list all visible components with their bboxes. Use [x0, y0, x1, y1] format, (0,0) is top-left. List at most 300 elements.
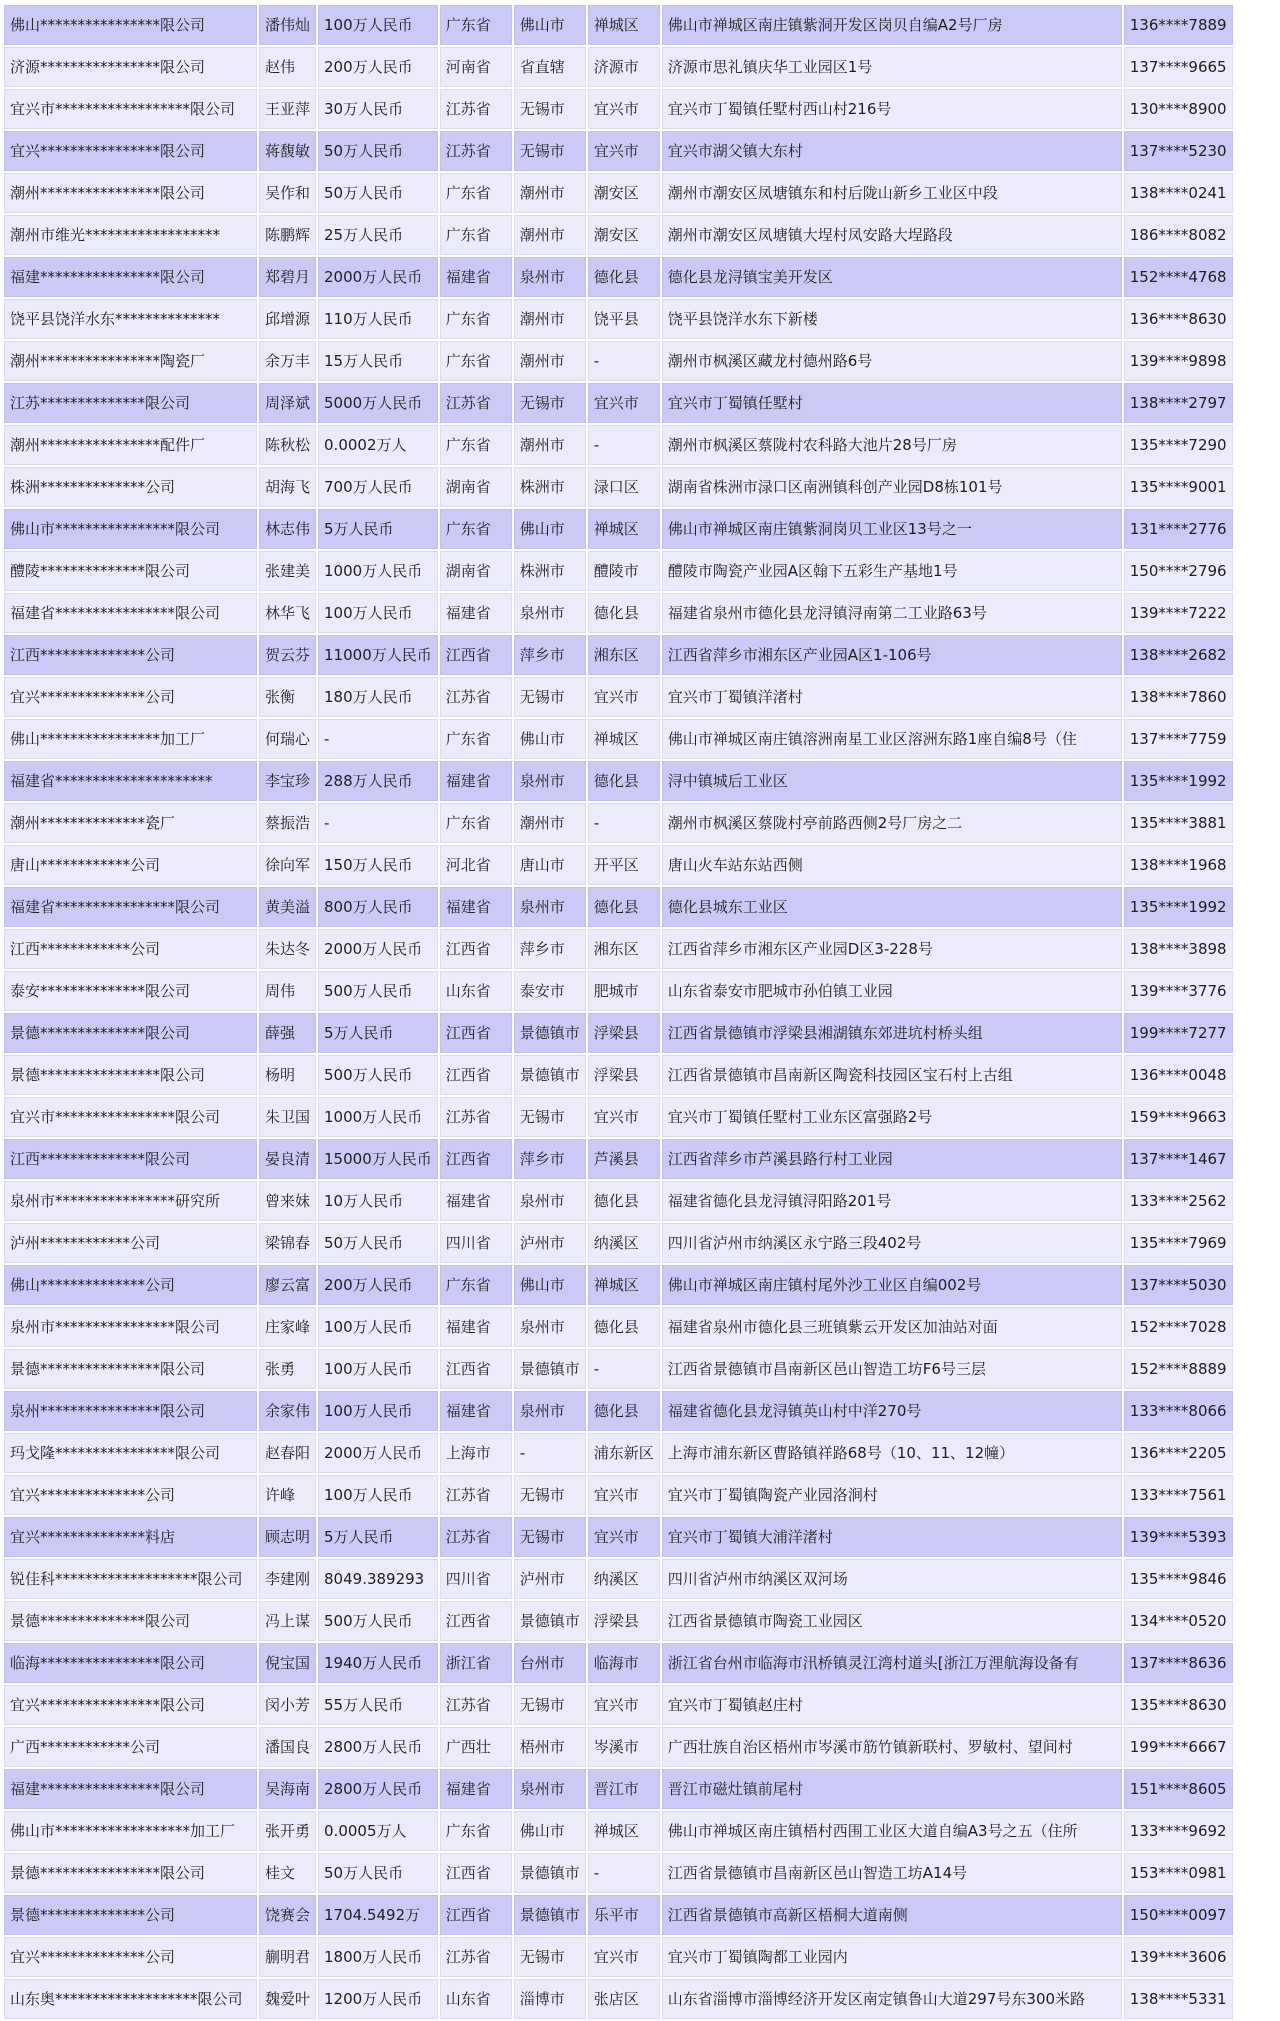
phone-cell: 133****7561: [1124, 1475, 1233, 1515]
company-name-cell: 佛山市****************限公司: [4, 509, 257, 549]
province-cell: 浙江省: [440, 1643, 512, 1683]
phone-cell: 139****3606: [1124, 1937, 1233, 1977]
phone-cell: 133****9692: [1124, 1811, 1233, 1851]
address-cell: 醴陵市陶瓷产业园A区翰下五彩生产基地1号: [662, 551, 1122, 591]
company-name-cell: 宜兴**************公司: [4, 1475, 257, 1515]
phone-cell: 152****8889: [1124, 1349, 1233, 1389]
table-row: [4, 1097, 1233, 1137]
address-cell: 福建省泉州市德化县三班镇紫云开发区加油站对面: [662, 1307, 1122, 1347]
province-cell: 江西省: [440, 929, 512, 969]
city-cell: 台州市: [514, 1643, 586, 1683]
phone-cell: 138****2682: [1124, 635, 1233, 675]
phone-cell: 131****2776: [1124, 509, 1233, 549]
city-cell: 泉州市: [514, 1391, 586, 1431]
registered-capital-cell: 50万人民币: [318, 173, 438, 213]
company-name-cell: 泉州市****************限公司: [4, 1307, 257, 1347]
phone-cell: 136****2205: [1124, 1433, 1233, 1473]
registered-capital-cell: 500万人民币: [318, 971, 438, 1011]
city-cell: 无锡市: [514, 131, 586, 171]
legal-person-cell: 郑碧月: [259, 257, 316, 297]
company-name-cell: 江西**************公司: [4, 635, 257, 675]
legal-person-cell: 梁锦春: [259, 1223, 316, 1263]
legal-person-cell: 贺云芬: [259, 635, 316, 675]
legal-person-cell: 陈鹏辉: [259, 215, 316, 255]
registered-capital-cell: 0.0005万人: [318, 1811, 438, 1851]
address-cell: 宜兴市丁蜀镇任墅村工业东区富强路2号: [662, 1097, 1122, 1137]
city-cell: 泉州市: [514, 1181, 586, 1221]
province-cell: 广东省: [440, 341, 512, 381]
registered-capital-cell: 2800万人民币: [318, 1769, 438, 1809]
registered-capital-cell: 100万人民币: [318, 1349, 438, 1389]
province-cell: 广东省: [440, 425, 512, 465]
province-cell: 河南省: [440, 47, 512, 87]
phone-cell: 139****7222: [1124, 593, 1233, 633]
province-cell: 山东省: [440, 1979, 512, 2019]
legal-person-cell: 周泽斌: [259, 383, 316, 423]
table-row: [4, 803, 1233, 843]
district-cell: 宜兴市: [588, 383, 660, 423]
table-row: [4, 1685, 1233, 1725]
address-cell: 济源市思礼镇庆华工业园区1号: [662, 47, 1122, 87]
company-name-cell: 株洲**************公司: [4, 467, 257, 507]
legal-person-cell: 朱达冬: [259, 929, 316, 969]
city-cell: 无锡市: [514, 1685, 586, 1725]
district-cell: 禅城区: [588, 5, 660, 45]
registered-capital-cell: 110万人民币: [318, 299, 438, 339]
company-name-cell: 景德****************限公司: [4, 1055, 257, 1095]
table-row: [4, 971, 1233, 1011]
province-cell: 广东省: [440, 173, 512, 213]
address-cell: 宜兴市丁蜀镇大浦洋渚村: [662, 1517, 1122, 1557]
phone-cell: 138****5331: [1124, 1979, 1233, 2019]
registered-capital-cell: 0.0002万人: [318, 425, 438, 465]
phone-cell: 130****8900: [1124, 89, 1233, 129]
province-cell: 广东省: [440, 509, 512, 549]
legal-person-cell: 吴作和: [259, 173, 316, 213]
phone-cell: 133****2562: [1124, 1181, 1233, 1221]
table-row: [4, 215, 1233, 255]
company-name-cell: 宜兴****************限公司: [4, 1685, 257, 1725]
registered-capital-cell: 1940万人民币: [318, 1643, 438, 1683]
registered-capital-cell: 30万人民币: [318, 89, 438, 129]
district-cell: 肥城市: [588, 971, 660, 1011]
table-row: [4, 593, 1233, 633]
table-row: [4, 1643, 1233, 1683]
province-cell: 四川省: [440, 1559, 512, 1599]
phone-cell: 133****8066: [1124, 1391, 1233, 1431]
address-cell: 潮州市潮安区凤塘镇东和村后陇山新乡工业区中段: [662, 173, 1122, 213]
phone-cell: 135****9846: [1124, 1559, 1233, 1599]
address-cell: 广西壮族自治区梧州市岑溪市筋竹镇新联村、罗敏村、望间村: [662, 1727, 1122, 1767]
registered-capital-cell: -: [318, 803, 438, 843]
legal-person-cell: 黄美溢: [259, 887, 316, 927]
province-cell: 福建省: [440, 887, 512, 927]
district-cell: 禅城区: [588, 1811, 660, 1851]
city-cell: 佛山市: [514, 5, 586, 45]
phone-cell: 135****7290: [1124, 425, 1233, 465]
registered-capital-cell: 100万人民币: [318, 1391, 438, 1431]
company-name-cell: 宜兴**************公司: [4, 1937, 257, 1977]
registered-capital-cell: -: [318, 719, 438, 759]
district-cell: 纳溪区: [588, 1559, 660, 1599]
city-cell: 佛山市: [514, 719, 586, 759]
legal-person-cell: 曾来妹: [259, 1181, 316, 1221]
phone-cell: 199****7277: [1124, 1013, 1233, 1053]
province-cell: 山东省: [440, 971, 512, 1011]
address-cell: 宜兴市丁蜀镇陶都工业园内: [662, 1937, 1122, 1977]
legal-person-cell: 赵伟: [259, 47, 316, 87]
phone-cell: 137****9665: [1124, 47, 1233, 87]
company-name-cell: 锐佳科*******************限公司: [4, 1559, 257, 1599]
registered-capital-cell: 150万人民币: [318, 845, 438, 885]
phone-cell: 186****8082: [1124, 215, 1233, 255]
address-cell: 宜兴市丁蜀镇任墅村: [662, 383, 1122, 423]
phone-cell: 138****1968: [1124, 845, 1233, 885]
district-cell: 宜兴市: [588, 1097, 660, 1137]
district-cell: 开平区: [588, 845, 660, 885]
registered-capital-cell: 50万人民币: [318, 1853, 438, 1893]
company-name-cell: 佛山**************公司: [4, 1265, 257, 1305]
province-cell: 江苏省: [440, 1685, 512, 1725]
phone-cell: 159****9663: [1124, 1097, 1233, 1137]
district-cell: 张店区: [588, 1979, 660, 2019]
table-row: [4, 1601, 1233, 1641]
district-cell: -: [588, 1853, 660, 1893]
province-cell: 福建省: [440, 1307, 512, 1347]
address-cell: 福建省德化县龙浔镇英山村中洋270号: [662, 1391, 1122, 1431]
legal-person-cell: 顾志明: [259, 1517, 316, 1557]
province-cell: 广东省: [440, 1811, 512, 1851]
registered-capital-cell: 25万人民币: [318, 215, 438, 255]
phone-cell: 152****4768: [1124, 257, 1233, 297]
province-cell: 江西省: [440, 1601, 512, 1641]
address-cell: 晋江市磁灶镇前尾村: [662, 1769, 1122, 1809]
province-cell: 广东省: [440, 1265, 512, 1305]
province-cell: 福建省: [440, 1769, 512, 1809]
company-name-cell: 唐山************公司: [4, 845, 257, 885]
address-cell: 宜兴市丁蜀镇洋渚村: [662, 677, 1122, 717]
province-cell: 江苏省: [440, 677, 512, 717]
province-cell: 江西省: [440, 1055, 512, 1095]
address-cell: 宜兴市丁蜀镇任墅村西山村216号: [662, 89, 1122, 129]
legal-person-cell: 冯上谋: [259, 1601, 316, 1641]
company-name-cell: 潮州**************瓷厂: [4, 803, 257, 843]
province-cell: 河北省: [440, 845, 512, 885]
company-name-cell: 泰安**************限公司: [4, 971, 257, 1011]
company-name-cell: 玛戈隆****************限公司: [4, 1433, 257, 1473]
address-cell: 江西省景德镇市昌南新区邑山智造工坊A14号: [662, 1853, 1122, 1893]
address-cell: 湖南省株洲市渌口区南洲镇科创产业园D8栋101号: [662, 467, 1122, 507]
registered-capital-cell: 200万人民币: [318, 47, 438, 87]
table-row: [4, 1517, 1233, 1557]
city-cell: 无锡市: [514, 1097, 586, 1137]
district-cell: 宜兴市: [588, 1475, 660, 1515]
table-row: [4, 383, 1233, 423]
district-cell: 德化县: [588, 257, 660, 297]
district-cell: 湘东区: [588, 929, 660, 969]
registered-capital-cell: 200万人民币: [318, 1265, 438, 1305]
registered-capital-cell: 180万人民币: [318, 677, 438, 717]
district-cell: 饶平县: [588, 299, 660, 339]
district-cell: 乐平市: [588, 1895, 660, 1935]
district-cell: 浮梁县: [588, 1601, 660, 1641]
legal-person-cell: 赵春阳: [259, 1433, 316, 1473]
phone-cell: 135****7969: [1124, 1223, 1233, 1263]
phone-cell: 136****0048: [1124, 1055, 1233, 1095]
city-cell: 无锡市: [514, 1937, 586, 1977]
phone-cell: 135****9001: [1124, 467, 1233, 507]
company-name-cell: 景德**************公司: [4, 1895, 257, 1935]
table-row: [4, 1559, 1233, 1599]
city-cell: 佛山市: [514, 1265, 586, 1305]
city-cell: 潮州市: [514, 803, 586, 843]
table-row: [4, 635, 1233, 675]
legal-person-cell: 林华飞: [259, 593, 316, 633]
phone-cell: 137****8636: [1124, 1643, 1233, 1683]
district-cell: 德化县: [588, 1181, 660, 1221]
legal-person-cell: 潘国良: [259, 1727, 316, 1767]
district-cell: 宜兴市: [588, 1517, 660, 1557]
district-cell: -: [588, 1349, 660, 1389]
province-cell: 福建省: [440, 257, 512, 297]
district-cell: -: [588, 425, 660, 465]
table-row: [4, 929, 1233, 969]
phone-cell: 135****8630: [1124, 1685, 1233, 1725]
city-cell: 泸州市: [514, 1223, 586, 1263]
phone-cell: 199****6667: [1124, 1727, 1233, 1767]
table-row: [4, 719, 1233, 759]
city-cell: 潮州市: [514, 425, 586, 465]
district-cell: 岑溪市: [588, 1727, 660, 1767]
company-name-cell: 佛山****************加工厂: [4, 719, 257, 759]
city-cell: 潮州市: [514, 299, 586, 339]
phone-cell: 139****9898: [1124, 341, 1233, 381]
legal-person-cell: 蔡振浩: [259, 803, 316, 843]
district-cell: 潮安区: [588, 173, 660, 213]
registered-capital-cell: 2800万人民币: [318, 1727, 438, 1767]
phone-cell: 150****2796: [1124, 551, 1233, 591]
address-cell: 江西省萍乡市芦溪县路行村工业园: [662, 1139, 1122, 1179]
province-cell: 广东省: [440, 803, 512, 843]
address-cell: 江西省萍乡市湘东区产业园A区1-106号: [662, 635, 1122, 675]
district-cell: 禅城区: [588, 1265, 660, 1305]
legal-person-cell: 余家伟: [259, 1391, 316, 1431]
district-cell: 德化县: [588, 593, 660, 633]
district-cell: 宜兴市: [588, 131, 660, 171]
table-row: [4, 1769, 1233, 1809]
registered-capital-cell: 100万人民币: [318, 1475, 438, 1515]
legal-person-cell: 朱卫国: [259, 1097, 316, 1137]
registered-capital-cell: 2000万人民币: [318, 1433, 438, 1473]
city-cell: -: [514, 1433, 586, 1473]
district-cell: 德化县: [588, 887, 660, 927]
company-name-cell: 宜兴**************料店: [4, 1517, 257, 1557]
registered-capital-cell: 1000万人民币: [318, 551, 438, 591]
table-row: [4, 761, 1233, 801]
address-cell: 江西省萍乡市湘东区产业园D区3-228号: [662, 929, 1122, 969]
legal-person-cell: 魏爱叶: [259, 1979, 316, 2019]
table-row: [4, 1979, 1233, 2019]
address-cell: 江西省景德镇市浮梁县湘湖镇东郊进坑村桥头组: [662, 1013, 1122, 1053]
registered-capital-cell: 800万人民币: [318, 887, 438, 927]
phone-cell: 135****1992: [1124, 761, 1233, 801]
city-cell: 无锡市: [514, 383, 586, 423]
registered-capital-cell: 500万人民币: [318, 1601, 438, 1641]
city-cell: 萍乡市: [514, 929, 586, 969]
district-cell: 宜兴市: [588, 1685, 660, 1725]
table-row: [4, 1811, 1233, 1851]
province-cell: 江西省: [440, 1895, 512, 1935]
legal-person-cell: 陈秋松: [259, 425, 316, 465]
phone-cell: 135****1992: [1124, 887, 1233, 927]
city-cell: 泉州市: [514, 1307, 586, 1347]
city-cell: 唐山市: [514, 845, 586, 885]
company-name-cell: 醴陵**************限公司: [4, 551, 257, 591]
province-cell: 江苏省: [440, 1475, 512, 1515]
address-cell: 佛山市禅城区南庄镇紫洞开发区岗贝自编A2号厂房: [662, 5, 1122, 45]
legal-person-cell: 晏良清: [259, 1139, 316, 1179]
legal-person-cell: 周伟: [259, 971, 316, 1011]
city-cell: 景德镇市: [514, 1013, 586, 1053]
company-name-cell: 佛山****************限公司: [4, 5, 257, 45]
table-row: [4, 1895, 1233, 1935]
city-cell: 无锡市: [514, 89, 586, 129]
province-cell: 江西省: [440, 1349, 512, 1389]
address-cell: 佛山市禅城区南庄镇紫洞岗贝工业区13号之一: [662, 509, 1122, 549]
company-table: [2, 3, 1235, 2021]
phone-cell: 152****7028: [1124, 1307, 1233, 1347]
registered-capital-cell: 5万人民币: [318, 1013, 438, 1053]
table-body: [4, 5, 1233, 2019]
legal-person-cell: 何瑞心: [259, 719, 316, 759]
district-cell: 宜兴市: [588, 89, 660, 129]
table-row: [4, 551, 1233, 591]
legal-person-cell: 张建美: [259, 551, 316, 591]
province-cell: 江苏省: [440, 1937, 512, 1977]
city-cell: 无锡市: [514, 1475, 586, 1515]
registered-capital-cell: 1200万人民币: [318, 1979, 438, 2019]
phone-cell: 134****0520: [1124, 1601, 1233, 1641]
phone-cell: 151****8605: [1124, 1769, 1233, 1809]
district-cell: 浦东新区: [588, 1433, 660, 1473]
district-cell: -: [588, 341, 660, 381]
address-cell: 潮州市枫溪区蔡陇村农科路大池片28号厂房: [662, 425, 1122, 465]
province-cell: 四川省: [440, 1223, 512, 1263]
district-cell: 德化县: [588, 1307, 660, 1347]
city-cell: 萍乡市: [514, 1139, 586, 1179]
table-row: [4, 47, 1233, 87]
registered-capital-cell: 11000万人民币: [318, 635, 438, 675]
phone-cell: 137****5030: [1124, 1265, 1233, 1305]
table-row: [4, 845, 1233, 885]
table-row: [4, 173, 1233, 213]
legal-person-cell: 倪宝国: [259, 1643, 316, 1683]
address-cell: 宜兴市丁蜀镇赵庄村: [662, 1685, 1122, 1725]
registered-capital-cell: 15万人民币: [318, 341, 438, 381]
legal-person-cell: 张衡: [259, 677, 316, 717]
table-row: [4, 1727, 1233, 1767]
legal-person-cell: 胡海飞: [259, 467, 316, 507]
table-row: [4, 1391, 1233, 1431]
address-cell: 潮州市枫溪区蔡陇村亭前路西侧2号厂房之二: [662, 803, 1122, 843]
district-cell: 禅城区: [588, 509, 660, 549]
phone-cell: 137****5230: [1124, 131, 1233, 171]
province-cell: 江苏省: [440, 1097, 512, 1137]
phone-cell: 138****2797: [1124, 383, 1233, 423]
registered-capital-cell: 288万人民币: [318, 761, 438, 801]
address-cell: 德化县城东工业区: [662, 887, 1122, 927]
district-cell: 德化县: [588, 1391, 660, 1431]
company-name-cell: 福建省*********************: [4, 761, 257, 801]
address-cell: 潮州市枫溪区藏龙村德州路6号: [662, 341, 1122, 381]
province-cell: 福建省: [440, 761, 512, 801]
company-name-cell: 景德****************限公司: [4, 1349, 257, 1389]
registered-capital-cell: 1800万人民币: [318, 1937, 438, 1977]
province-cell: 广西壮: [440, 1727, 512, 1767]
table-row: [4, 887, 1233, 927]
address-cell: 佛山市禅城区南庄镇溶洲南星工业区溶洲东路1座自编8号（住: [662, 719, 1122, 759]
address-cell: 江西省景德镇市陶瓷工业园区: [662, 1601, 1122, 1641]
province-cell: 广东省: [440, 215, 512, 255]
table-row: [4, 299, 1233, 339]
company-name-cell: 福建****************限公司: [4, 1769, 257, 1809]
registered-capital-cell: 500万人民币: [318, 1055, 438, 1095]
province-cell: 江苏省: [440, 383, 512, 423]
legal-person-cell: 李建刚: [259, 1559, 316, 1599]
province-cell: 福建省: [440, 1181, 512, 1221]
table-row: [4, 257, 1233, 297]
company-name-cell: 潮州****************陶瓷厂: [4, 341, 257, 381]
registered-capital-cell: 100万人民币: [318, 1307, 438, 1347]
city-cell: 泰安市: [514, 971, 586, 1011]
legal-person-cell: 余万丰: [259, 341, 316, 381]
city-cell: 省直辖: [514, 47, 586, 87]
legal-person-cell: 吴海南: [259, 1769, 316, 1809]
district-cell: 浮梁县: [588, 1013, 660, 1053]
phone-cell: 138****0241: [1124, 173, 1233, 213]
city-cell: 泉州市: [514, 1769, 586, 1809]
city-cell: 景德镇市: [514, 1895, 586, 1935]
company-name-cell: 景德**************限公司: [4, 1601, 257, 1641]
city-cell: 无锡市: [514, 677, 586, 717]
company-name-cell: 济源****************限公司: [4, 47, 257, 87]
legal-person-cell: 庄家峰: [259, 1307, 316, 1347]
phone-cell: 150****0097: [1124, 1895, 1233, 1935]
table-row: [4, 1853, 1233, 1893]
city-cell: 景德镇市: [514, 1055, 586, 1095]
city-cell: 潮州市: [514, 341, 586, 381]
company-name-cell: 福建省****************限公司: [4, 593, 257, 633]
address-cell: 饶平县饶洋水东下新楼: [662, 299, 1122, 339]
address-cell: 佛山市禅城区南庄镇梧村西围工业区大道自编A3号之五（住所: [662, 1811, 1122, 1851]
table-row: [4, 509, 1233, 549]
province-cell: 江西省: [440, 1853, 512, 1893]
city-cell: 佛山市: [514, 1811, 586, 1851]
address-cell: 浔中镇城后工业区: [662, 761, 1122, 801]
city-cell: 泸州市: [514, 1559, 586, 1599]
province-cell: 江苏省: [440, 1517, 512, 1557]
company-name-cell: 广西************公司: [4, 1727, 257, 1767]
city-cell: 淄博市: [514, 1979, 586, 2019]
company-name-cell: 福建****************限公司: [4, 257, 257, 297]
legal-person-cell: 张勇: [259, 1349, 316, 1389]
address-cell: 上海市浦东新区曹路镇祥路68号（10、11、12幢）: [662, 1433, 1122, 1473]
legal-person-cell: 闵小芳: [259, 1685, 316, 1725]
legal-person-cell: 饶赛会: [259, 1895, 316, 1935]
city-cell: 景德镇市: [514, 1601, 586, 1641]
table-row: [4, 1223, 1233, 1263]
table-row: [4, 1475, 1233, 1515]
